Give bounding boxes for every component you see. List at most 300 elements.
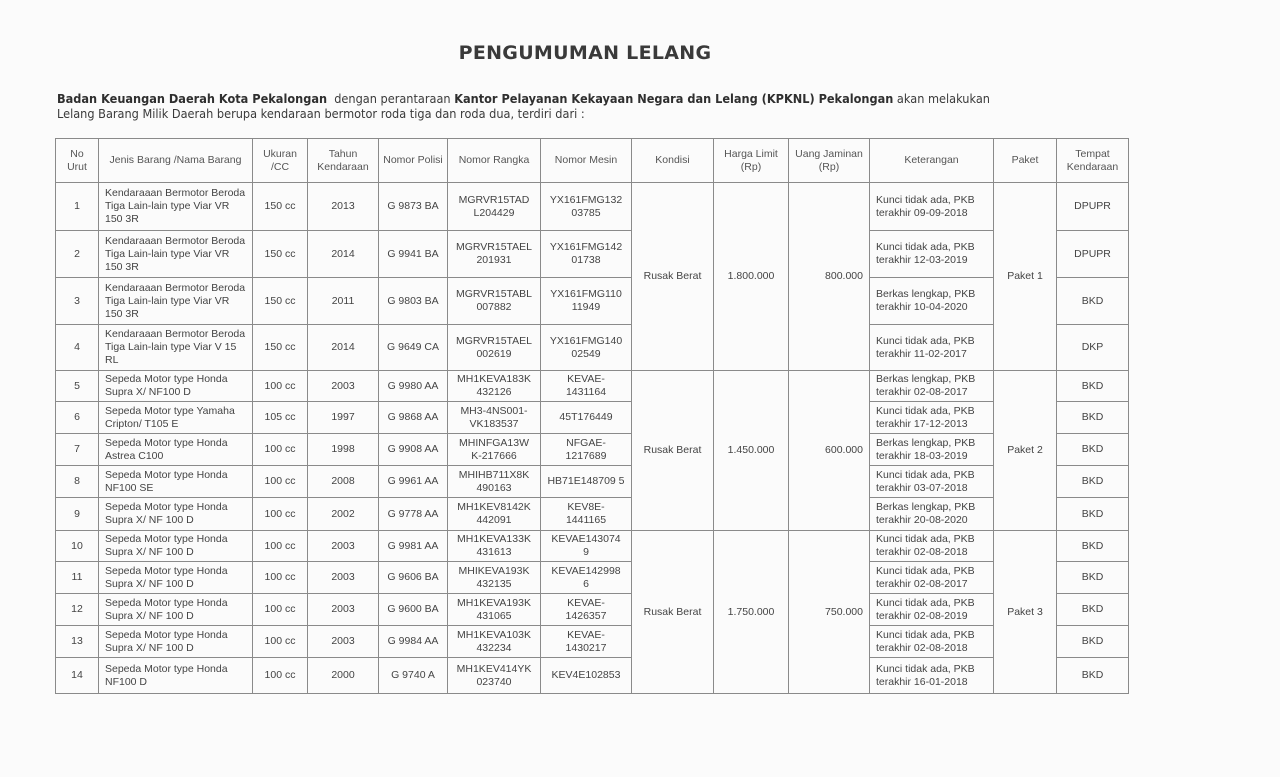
row-14-polisi <box>378 657 448 694</box>
row-4-jenis-text: Kendaraaan Bermotor Beroda Tiga Lain-lain type Viar V 15 RL <box>105 328 246 366</box>
row-6-ket <box>869 401 994 434</box>
row-10-cc-text: 100 cc <box>264 539 296 552</box>
row-6-rangka-text: MH3-4NS001- VK183537 <box>460 404 528 430</box>
row-4-no-text: 4 <box>74 341 80 353</box>
row-13-cc-text: 100 cc <box>264 635 296 647</box>
row-1-jenis-text: Kendaraaan Bermotor Beroda Tiga Lain-lain type Viar VR 150 3R <box>105 187 246 225</box>
row-13-tempat-text: BKD <box>1081 635 1104 647</box>
row-4-mesin <box>540 324 632 371</box>
row-4-polisi <box>378 324 448 371</box>
row-4-rangka <box>447 324 541 371</box>
row-8-tempat-text: BKD <box>1081 475 1104 487</box>
row-10-tempat <box>1056 530 1129 562</box>
row-8-tahun-text: 2008 <box>331 475 355 487</box>
row-9-tahun <box>307 497 379 531</box>
group-3-harga-text: 1.750.000 <box>727 605 775 618</box>
row-13-tahun <box>307 625 379 658</box>
group-1-harga <box>713 182 789 371</box>
row-10-tahun-text: 2003 <box>331 539 355 552</box>
row-8-jenis <box>98 465 253 498</box>
row-1-ket <box>869 182 994 231</box>
row-6-tahun-text: 1997 <box>331 411 355 423</box>
row-4-ket <box>869 324 994 371</box>
row-12-mesin-text: KEVAE- 1426357 <box>565 596 607 622</box>
row-12-rangka <box>447 593 541 626</box>
row-7-rangka-text: MHINFGA13W K-217666 <box>458 436 529 462</box>
row-9-cc <box>252 497 308 531</box>
row-10-tempat-text: BKD <box>1081 539 1104 552</box>
row-6-polisi <box>378 401 448 434</box>
row-2-ket-text: Kunci tidak ada, PKB terakhir 12-03-2019 <box>876 241 975 266</box>
row-1-tempat <box>1056 182 1129 231</box>
row-12-mesin <box>540 593 632 626</box>
row-12-tahun-text: 2003 <box>331 603 355 615</box>
row-3-no-text: 3 <box>74 294 80 307</box>
group-3-jaminan-text: 750.000 <box>825 605 863 618</box>
row-6-rangka <box>447 401 541 434</box>
header-harga-text: Harga Limit (Rp) <box>724 147 778 173</box>
row-1-ket-text: Kunci tidak ada, PKB terakhir 09-09-2018 <box>876 193 975 219</box>
row-3-cc <box>252 277 308 325</box>
row-7-no-text: 7 <box>74 443 80 455</box>
row-12-tempat <box>1056 593 1129 626</box>
row-9-polisi <box>378 497 448 531</box>
row-7-tempat-text: BKD <box>1081 443 1104 455</box>
row-2-tahun <box>307 230 379 278</box>
row-12-ket <box>869 593 994 626</box>
row-7-tahun-text: 1998 <box>331 443 355 455</box>
row-2-tempat-text: DPUPR <box>1074 247 1111 260</box>
row-3-tahun-text: 2011 <box>331 294 355 307</box>
row-8-cc-text: 100 cc <box>264 475 296 487</box>
row-6-jenis <box>98 401 253 434</box>
header-no <box>55 138 99 183</box>
row-11-mesin-text: KEVAE142998 6 <box>551 564 621 590</box>
row-5-mesin <box>540 370 632 402</box>
row-8-cc <box>252 465 308 498</box>
row-8-mesin-text: HB71E148709 5 <box>547 475 625 487</box>
row-6-cc <box>252 401 308 434</box>
row-8-jenis-text: Sepeda Motor type Honda NF100 SE <box>105 468 228 494</box>
row-6-cc-text: 105 cc <box>264 411 296 423</box>
row-4-tempat-text: DKP <box>1081 341 1104 353</box>
row-14-cc <box>252 657 308 694</box>
row-11-tempat-text: BKD <box>1081 571 1104 583</box>
row-2-no <box>55 230 99 278</box>
row-5-rangka <box>447 370 541 402</box>
row-4-rangka-text: MGRVR15TAEL 002619 <box>455 334 533 360</box>
row-9-no-text: 9 <box>74 507 80 520</box>
row-14-mesin-text: KEV4E102853 <box>551 669 621 681</box>
intro-office: Kantor Pelayanan Kekayaan Negara dan Lelang (KPKNL) Pekalongan <box>454 92 894 106</box>
row-3-polisi <box>378 277 448 325</box>
row-13-jenis-text: Sepeda Motor type Honda Supra X/ NF 100 D <box>105 628 228 654</box>
group-3-jaminan <box>788 530 870 694</box>
row-12-tempat-text: BKD <box>1081 603 1104 615</box>
row-5-tempat <box>1056 370 1129 402</box>
row-14-ket-text: Kunci tidak ada, PKB terakhir 16-01-2018 <box>876 662 975 688</box>
row-8-no-text: 8 <box>74 475 80 487</box>
row-2-jenis <box>98 230 253 278</box>
group-2-kondisi <box>631 370 714 531</box>
row-4-jenis <box>98 324 253 371</box>
row-14-cc-text: 100 cc <box>264 669 296 681</box>
row-1-tahun-text: 2013 <box>331 200 355 212</box>
row-14-mesin <box>540 657 632 694</box>
row-10-polisi <box>378 530 448 562</box>
header-kondisi-text: Kondisi <box>655 154 690 166</box>
group-2-paket <box>993 370 1057 531</box>
row-6-tempat <box>1056 401 1129 434</box>
row-10-no <box>55 530 99 562</box>
group-2-jaminan <box>788 370 870 531</box>
row-5-cc <box>252 370 308 402</box>
row-1-jenis <box>98 182 253 231</box>
row-5-jenis <box>98 370 253 402</box>
row-7-cc-text: 100 cc <box>264 443 296 455</box>
row-3-rangka-text: MGRVR15TABL 007882 <box>455 288 533 313</box>
row-10-mesin-text: KEVAE143074 9 <box>551 533 621 558</box>
row-12-no-text: 12 <box>71 603 83 615</box>
row-12-rangka-text: MH1KEVA193K 431065 <box>457 596 531 622</box>
row-2-tempat <box>1056 230 1129 278</box>
row-1-mesin <box>540 182 632 231</box>
row-11-cc <box>252 561 308 594</box>
row-6-mesin <box>540 401 632 434</box>
row-2-mesin-text: YX161FMG142 01738 <box>549 241 623 266</box>
row-11-mesin <box>540 561 632 594</box>
row-10-jenis-text: Sepeda Motor type Honda Supra X/ NF 100 D <box>105 533 228 558</box>
row-1-polisi-text: G 9873 BA <box>387 200 439 212</box>
row-12-cc-text: 100 cc <box>264 603 296 615</box>
row-3-tahun <box>307 277 379 325</box>
group-3-paket <box>993 530 1057 694</box>
row-5-polisi-text: G 9980 AA <box>387 379 439 392</box>
group-3-paket-text: Paket 3 <box>1007 605 1043 618</box>
row-5-jenis-text: Sepeda Motor type Honda Supra X/ NF100 D <box>105 373 228 398</box>
row-4-tempat <box>1056 324 1129 371</box>
row-9-tempat-text: BKD <box>1081 507 1104 520</box>
row-5-ket <box>869 370 994 402</box>
row-10-rangka <box>447 530 541 562</box>
row-11-ket-text: Kunci tidak ada, PKB terakhir 02-08-2017 <box>876 564 975 590</box>
row-9-rangka-text: MH1KEV8142K 442091 <box>457 501 531 526</box>
header-harga <box>713 138 789 183</box>
row-2-no-text: 2 <box>74 247 80 260</box>
row-13-polisi <box>378 625 448 658</box>
intro-paragraph <box>57 92 1138 122</box>
row-11-tahun-text: 2003 <box>331 571 355 583</box>
row-9-tahun-text: 2002 <box>331 507 355 520</box>
header-cc-text: Ukuran /CC <box>263 147 297 173</box>
row-14-no <box>55 657 99 694</box>
row-8-tempat <box>1056 465 1129 498</box>
row-11-tempat <box>1056 561 1129 594</box>
row-4-polisi-text: G 9649 CA <box>387 341 439 353</box>
intro-org: Badan Keuangan Daerah Kota Pekalongan <box>57 92 328 106</box>
row-11-no <box>55 561 99 594</box>
row-7-no <box>55 433 99 466</box>
row-10-no-text: 10 <box>71 539 83 552</box>
row-12-jenis <box>98 593 253 626</box>
row-10-cc <box>252 530 308 562</box>
row-6-no <box>55 401 99 434</box>
row-8-no <box>55 465 99 498</box>
row-9-mesin-text: KEV8E- 1441165 <box>565 501 607 526</box>
header-rangka <box>447 138 541 183</box>
row-12-jenis-text: Sepeda Motor type Honda Supra X/ NF 100 D <box>105 596 228 622</box>
header-tempat-text: Tempat Kendaraan <box>1066 147 1119 173</box>
row-3-jenis <box>98 277 253 325</box>
row-3-no <box>55 277 99 325</box>
row-5-cc-text: 100 cc <box>264 379 296 392</box>
header-jenis-text: Jenis Barang /Nama Barang <box>109 154 242 166</box>
row-6-jenis-text: Sepeda Motor type Yamaha Cripton/ T105 E <box>105 404 235 430</box>
header-tempat <box>1056 138 1129 183</box>
row-4-cc-text: 150 cc <box>264 341 296 353</box>
header-rangka-text: Nomor Rangka <box>458 154 530 166</box>
row-8-rangka-text: MHIHB711X8K 490163 <box>458 468 530 494</box>
header-ket-text: Keterangan <box>904 154 959 166</box>
row-8-mesin <box>540 465 632 498</box>
row-13-ket-text: Kunci tidak ada, PKB terakhir 02-08-2018 <box>876 628 975 654</box>
row-8-ket <box>869 465 994 498</box>
row-4-no <box>55 324 99 371</box>
row-10-ket-text: Kunci tidak ada, PKB terakhir 02-08-2018 <box>876 533 975 558</box>
group-2-harga <box>713 370 789 531</box>
row-1-tempat-text: DPUPR <box>1074 200 1111 212</box>
row-2-rangka <box>447 230 541 278</box>
row-4-tahun-text: 2014 <box>331 341 355 353</box>
row-1-mesin-text: YX161FMG132 03785 <box>549 193 623 219</box>
header-tahun-text: Tahun Kendaraan <box>317 147 369 173</box>
row-9-rangka <box>447 497 541 531</box>
row-14-rangka <box>447 657 541 694</box>
row-6-ket-text: Kunci tidak ada, PKB terakhir 17-12-2013 <box>876 404 975 430</box>
row-1-polisi <box>378 182 448 231</box>
group-2-harga-text: 1.450.000 <box>727 444 775 456</box>
intro-line2: Lelang Barang Milik Daerah berupa kendaraan bermotor roda tiga dan roda dua, terdiri dari : <box>57 107 585 121</box>
row-13-tahun-text: 2003 <box>331 635 355 647</box>
row-13-cc <box>252 625 308 658</box>
group-1-paket <box>993 182 1057 371</box>
group-2-jaminan-text: 600.000 <box>825 444 863 456</box>
row-2-rangka-text: MGRVR15TAEL 201931 <box>455 241 533 266</box>
row-12-ket-text: Kunci tidak ada, PKB terakhir 02-08-2019 <box>876 596 975 622</box>
row-13-polisi-text: G 9984 AA <box>387 635 439 647</box>
row-5-tahun <box>307 370 379 402</box>
group-2-paket-text: Paket 2 <box>1007 444 1043 456</box>
row-7-tempat <box>1056 433 1129 466</box>
row-12-polisi <box>378 593 448 626</box>
row-5-tempat-text: BKD <box>1081 379 1104 392</box>
row-4-ket-text: Kunci tidak ada, PKB terakhir 11-02-2017 <box>876 334 975 360</box>
row-8-rangka <box>447 465 541 498</box>
row-5-mesin-text: KEVAE- 1431164 <box>565 373 607 398</box>
row-11-no-text: 11 <box>71 571 83 583</box>
row-14-no-text: 14 <box>71 669 83 681</box>
row-7-jenis-text: Sepeda Motor type Honda Astrea C100 <box>105 436 228 462</box>
row-12-cc <box>252 593 308 626</box>
row-2-polisi <box>378 230 448 278</box>
row-7-polisi-text: G 9908 AA <box>387 443 439 455</box>
header-polisi-text: Nomor Polisi <box>383 154 443 166</box>
row-13-mesin <box>540 625 632 658</box>
row-13-no-text: 13 <box>71 635 83 647</box>
row-3-cc-text: 150 cc <box>264 294 296 307</box>
row-6-no-text: 6 <box>74 411 80 423</box>
row-12-polisi-text: G 9600 BA <box>387 603 439 615</box>
row-5-ket-text: Berkas lengkap, PKB terakhir 02-08-2017 <box>876 373 976 398</box>
row-13-jenis <box>98 625 253 658</box>
header-polisi <box>378 138 448 183</box>
row-3-ket-text: Berkas lengkap, PKB terakhir 10-04-2020 <box>876 288 976 313</box>
row-2-polisi-text: G 9941 BA <box>387 247 439 260</box>
row-7-ket-text: Berkas lengkap, PKB terakhir 18-03-2019 <box>876 436 976 462</box>
row-9-jenis-text: Sepeda Motor type Honda Supra X/ NF 100 D <box>105 501 228 526</box>
row-11-tahun <box>307 561 379 594</box>
group-3-kondisi <box>631 530 714 694</box>
row-1-tahun <box>307 182 379 231</box>
row-5-polisi <box>378 370 448 402</box>
row-9-ket <box>869 497 994 531</box>
header-jaminan <box>788 138 870 183</box>
row-9-ket-text: Berkas lengkap, PKB terakhir 20-08-2020 <box>876 501 976 526</box>
row-6-polisi-text: G 9868 AA <box>387 411 439 423</box>
group-1-harga-text: 1.800.000 <box>727 270 775 282</box>
group-2-kondisi-text: Rusak Berat <box>643 444 702 456</box>
header-jenis <box>98 138 253 183</box>
header-paket <box>993 138 1057 183</box>
row-6-mesin-text: 45T176449 <box>559 411 613 423</box>
row-8-polisi-text: G 9961 AA <box>387 475 439 487</box>
row-4-cc <box>252 324 308 371</box>
row-7-cc <box>252 433 308 466</box>
row-2-ket <box>869 230 994 278</box>
header-tahun <box>307 138 379 183</box>
group-1-jaminan-text: 800.000 <box>825 270 863 282</box>
row-11-jenis <box>98 561 253 594</box>
header-jaminan-text: Uang Jaminan (Rp) <box>795 147 863 173</box>
row-11-polisi-text: G 9606 BA <box>387 571 439 583</box>
row-3-mesin <box>540 277 632 325</box>
intro-end: akan melakukan <box>896 92 990 106</box>
row-6-tempat-text: BKD <box>1081 411 1104 423</box>
group-3-kondisi-text: Rusak Berat <box>643 605 702 618</box>
row-7-polisi <box>378 433 448 466</box>
row-3-mesin-text: YX161FMG110 11949 <box>550 288 622 313</box>
row-3-polisi-text: G 9803 BA <box>387 294 439 307</box>
header-mesin-text: Nomor Mesin <box>554 154 618 166</box>
row-13-tempat <box>1056 625 1129 658</box>
row-2-cc <box>252 230 308 278</box>
row-1-rangka <box>447 182 541 231</box>
row-8-polisi <box>378 465 448 498</box>
row-3-tempat <box>1056 277 1129 325</box>
row-7-ket <box>869 433 994 466</box>
row-9-tempat <box>1056 497 1129 531</box>
header-ket <box>869 138 994 183</box>
row-9-jenis <box>98 497 253 531</box>
row-3-jenis-text: Kendaraaan Bermotor Beroda Tiga Lain-lain type Viar VR 150 3R <box>105 281 246 320</box>
row-11-ket <box>869 561 994 594</box>
row-6-tahun <box>307 401 379 434</box>
row-14-tempat <box>1056 657 1129 694</box>
row-14-tahun <box>307 657 379 694</box>
row-10-tahun <box>307 530 379 562</box>
row-1-cc <box>252 182 308 231</box>
row-8-ket-text: Kunci tidak ada, PKB terakhir 03-07-2018 <box>876 468 975 494</box>
row-10-jenis <box>98 530 253 562</box>
intro-mid: dengan perantaraan <box>334 92 451 106</box>
row-12-no <box>55 593 99 626</box>
header-kondisi <box>631 138 714 183</box>
row-5-tahun-text: 2003 <box>331 379 355 392</box>
row-2-jenis-text: Kendaraaan Bermotor Beroda Tiga Lain-lain type Viar VR 150 3R <box>105 234 246 273</box>
row-14-jenis-text: Sepeda Motor type Honda NF100 D <box>105 662 228 688</box>
group-1-kondisi <box>631 182 714 371</box>
row-9-cc-text: 100 cc <box>264 507 296 520</box>
row-7-rangka <box>447 433 541 466</box>
row-7-tahun <box>307 433 379 466</box>
row-13-mesin-text: KEVAE- 1430217 <box>565 628 607 654</box>
group-3-harga <box>713 530 789 694</box>
row-2-mesin <box>540 230 632 278</box>
row-3-rangka <box>447 277 541 325</box>
row-5-rangka-text: MH1KEVA183K 432126 <box>457 373 531 398</box>
row-1-cc-text: 150 cc <box>264 200 296 212</box>
page-title: PENGUMUMAN LELANG <box>458 42 712 64</box>
row-8-tahun <box>307 465 379 498</box>
row-14-jenis <box>98 657 253 694</box>
row-10-mesin <box>540 530 632 562</box>
row-11-polisi <box>378 561 448 594</box>
row-14-polisi-text: G 9740 A <box>391 669 435 681</box>
row-14-rangka-text: MH1KEV414YK 023740 <box>456 662 532 688</box>
header-paket-text: Paket <box>1011 154 1039 166</box>
row-13-rangka-text: MH1KEVA103K 432234 <box>457 628 531 654</box>
row-9-mesin <box>540 497 632 531</box>
row-14-tempat-text: BKD <box>1081 669 1104 681</box>
row-1-no <box>55 182 99 231</box>
row-14-tahun-text: 2000 <box>331 669 355 681</box>
row-14-ket <box>869 657 994 694</box>
row-10-ket <box>869 530 994 562</box>
row-2-tahun-text: 2014 <box>331 247 355 260</box>
group-1-jaminan <box>788 182 870 371</box>
group-1-kondisi-text: Rusak Berat <box>643 270 702 282</box>
row-2-cc-text: 150 cc <box>264 247 296 260</box>
row-13-ket <box>869 625 994 658</box>
header-no-text: No Urut <box>67 147 87 173</box>
header-mesin <box>540 138 632 183</box>
row-11-jenis-text: Sepeda Motor type Honda Supra X/ NF 100 D <box>105 564 228 590</box>
row-3-ket <box>869 277 994 325</box>
row-7-jenis <box>98 433 253 466</box>
row-9-no <box>55 497 99 531</box>
row-3-tempat-text: BKD <box>1081 294 1104 307</box>
row-7-mesin-text: NFGAE- 1217689 <box>565 436 607 462</box>
row-13-no <box>55 625 99 658</box>
row-10-rangka-text: MH1KEVA133K 431613 <box>457 533 531 558</box>
row-4-tahun <box>307 324 379 371</box>
row-9-polisi-text: G 9778 AA <box>387 507 439 520</box>
row-11-rangka-text: MHIKEVA193K 432135 <box>458 564 530 590</box>
group-1-paket-text: Paket 1 <box>1007 270 1043 282</box>
row-5-no <box>55 370 99 402</box>
row-13-rangka <box>447 625 541 658</box>
row-10-polisi-text: G 9981 AA <box>387 539 439 552</box>
